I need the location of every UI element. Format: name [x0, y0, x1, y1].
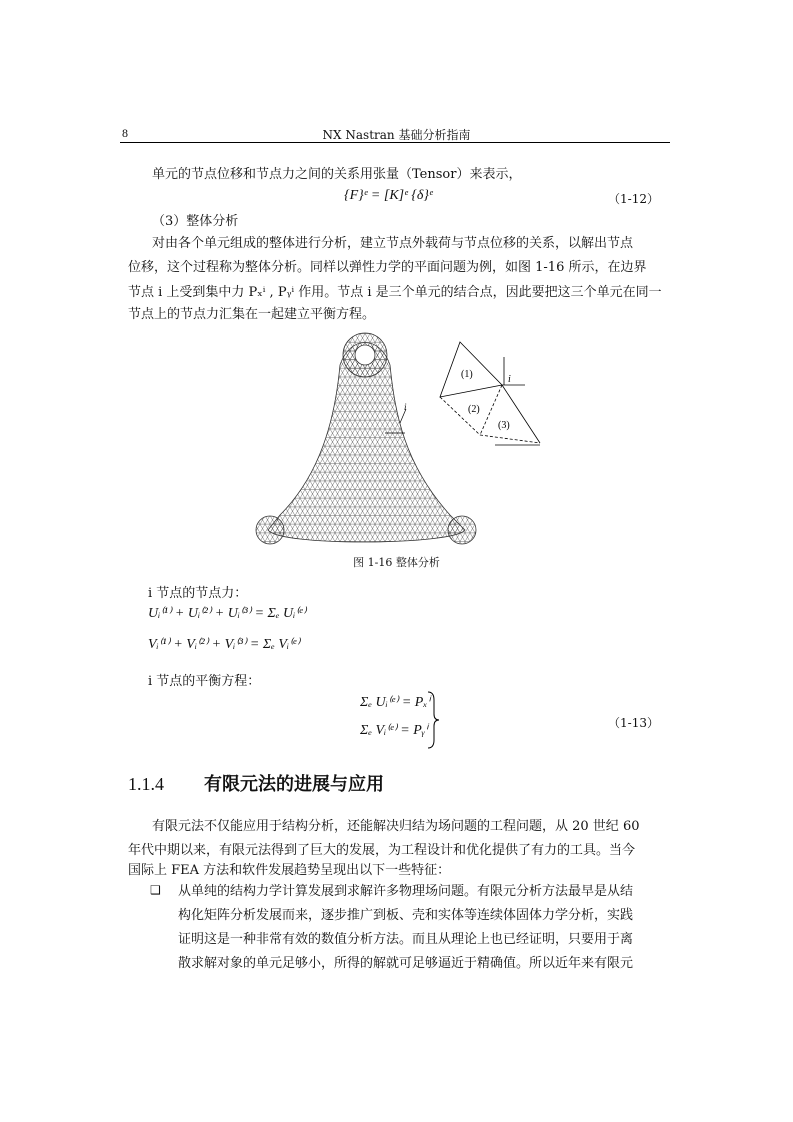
paragraph-global-line-4: 节点上的节点力汇集在一起建立平衡方程。	[128, 307, 376, 322]
element-label-2: (2)	[468, 404, 480, 415]
bullet-line-1: 从单纯的结构力学计算发展到求解许多物理场问题。有限元分析方法最早是从结	[178, 884, 634, 899]
element-node-label: i	[508, 374, 511, 385]
header-rule	[120, 142, 670, 143]
paragraph-global-line-2: 位移，这个过程称为整体分析。同样以弹性力学的平面问题为例，如图 1-16 所示，在边界	[128, 260, 647, 275]
equation-1-13-line-2: Σₑ Vᵢ⁽ᵉ⁾ = Pᵧⁱ	[360, 723, 428, 738]
element-detail	[440, 342, 540, 445]
element-label-1: (1)	[461, 369, 473, 380]
brace-icon	[426, 690, 440, 750]
equation-u-sum: Uᵢ⁽¹⁾ + Uᵢ⁽²⁾ + Uᵢ⁽³⁾ = Σₑ Uᵢ⁽ᵉ⁾	[148, 606, 306, 621]
figure-caption: 图 1-16 整体分析	[353, 556, 440, 569]
equation-1-13-line-1: Σₑ Uᵢ⁽ᵉ⁾ = Pₓⁱ	[360, 695, 430, 710]
section-number: 1.1.4	[128, 774, 164, 794]
equation-number-1-13: （1-13）	[608, 716, 659, 730]
figure-fem-mesh	[240, 325, 560, 550]
checkbox-bullet-icon: ❑	[150, 883, 161, 897]
running-header-title: NX Nastran 基础分析指南	[322, 128, 471, 142]
element-label-3: (3)	[498, 420, 510, 431]
paragraph-global-line-3: 节点 i 上受到集中力 Pₓⁱ , Pᵧⁱ 作用。节点 i 是三个单元的结合点，因此要把这三个单元在同一	[128, 285, 662, 300]
mesh-left-lobe	[256, 516, 284, 544]
bullet-line-2: 构化矩阵分析发展而来，逐步推广到板、壳和实体等连续体固体力学分析，实践	[178, 908, 634, 923]
mesh-right-lobe	[448, 516, 476, 544]
paragraph-fea-line-2: 年代中期以来，有限元法得到了巨大的发展，为工程设计和优化提供了有力的工具。当今	[128, 843, 636, 858]
bullet-line-4: 散求解对象的单元足够小，所得的解就可足够逼近于精确值。所以近年来有限元	[178, 956, 634, 971]
paragraph-tensor: 单元的节点位移和节点力之间的关系用张量（Tensor）来表示，	[152, 167, 522, 182]
equation-number-1-12: （1-12）	[608, 192, 659, 206]
equilibrium-label: i 节点的平衡方程：	[148, 674, 261, 689]
section-heading	[128, 770, 384, 796]
bullet-line-3: 证明这是一种非常有效的数值分析方法。而且从理论上也已经证明，只要用于离	[178, 932, 634, 947]
mesh-node-label: i	[404, 402, 407, 412]
paragraph-global-line-1: 对由各个单元组成的整体进行分析，建立节点外载荷与节点位移的关系，以解出节点	[152, 236, 634, 251]
equation-v-sum: Vᵢ⁽¹⁾ + Vᵢ⁽²⁾ + Vᵢ⁽³⁾ = Σₑ Vᵢ⁽ᵉ⁾	[148, 637, 300, 652]
equation-1-12: {F}ᵉ = [K]ᵉ {δ}ᵉ	[344, 188, 433, 203]
section-title: 有限元法的进展与应用	[204, 774, 384, 795]
node-force-label: i 节点的节点力：	[148, 586, 248, 601]
subsection-heading: （3）整体分析	[152, 214, 239, 229]
page-number: 8	[122, 126, 128, 140]
paragraph-fea-line-1: 有限元法不仅能应用于结构分析，还能解决归结为场问题的工程问题，从 20 世纪 60	[152, 819, 640, 834]
paragraph-fea-line-3: 国际上 FEA 方法和软件发展趋势呈现出以下一些特征：	[128, 863, 451, 878]
